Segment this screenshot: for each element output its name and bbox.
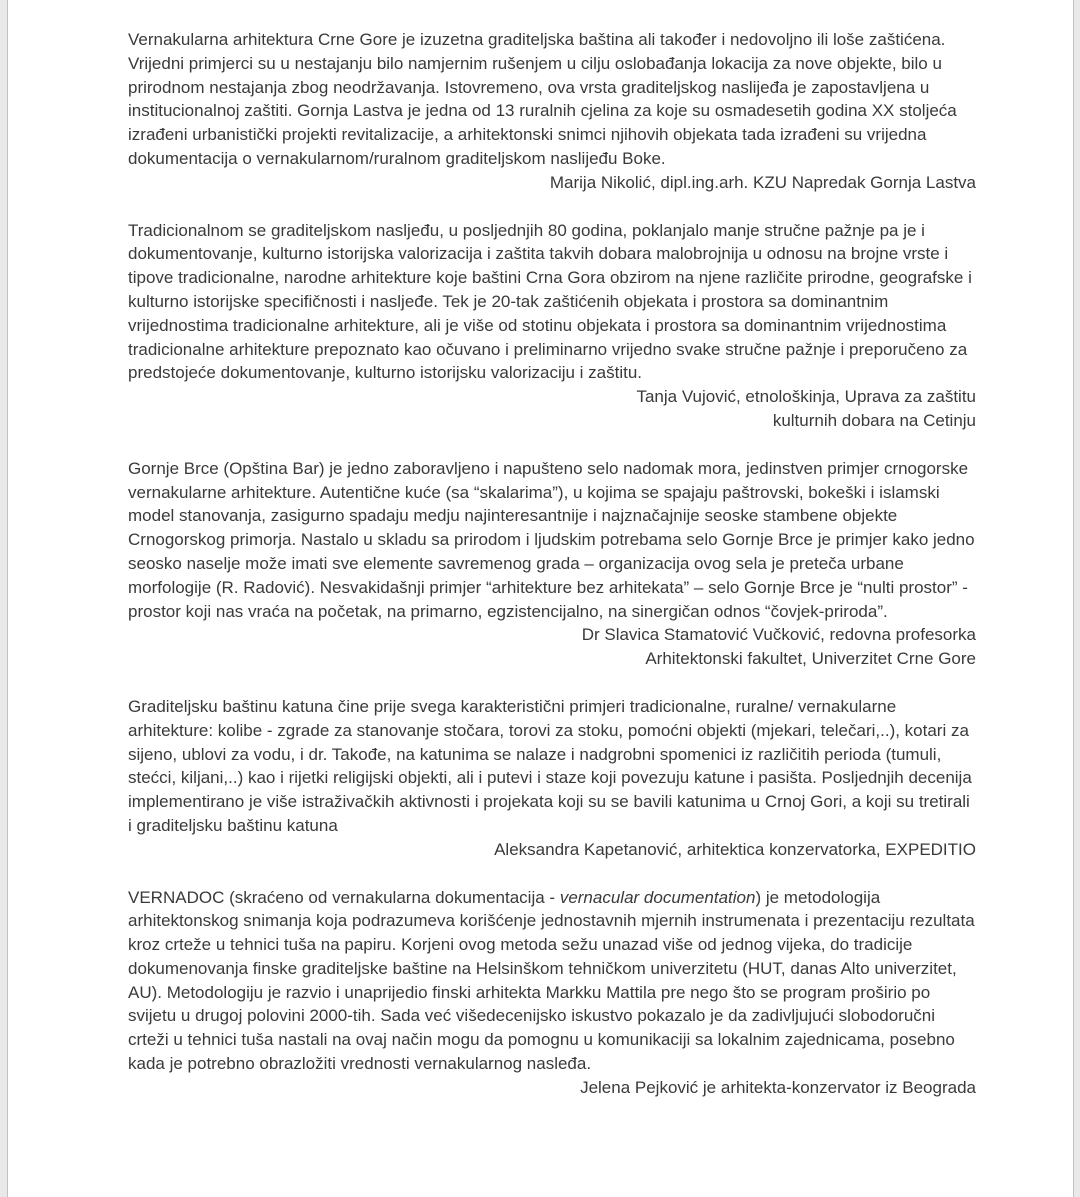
attribution-line: Aleksandra Kapetanović, arhitektica konzervatorka, EXPEDITIO — [494, 839, 976, 859]
paragraph: Gornje Brce (Opština Bar) je jedno zaboravljeno i napušteno selo nadomak mora, jedinstven primjer crnogorske vernakularne arhitekture. Autentične kuće (sa “skalarima”), u kojima se spajaju paštrovski, bokeški i islamski model stanovanja, zasigurno spadaju medju najinteresantnije i najznačajnije seoske stambene objekte Crnogorskog primorja. Nastalo u skladu sa prirodom i ljudskim potrebama selo Gornje Brce je primjer kako jedno seosko naselje može imati sve elemente savremenog grada – organizacija ovog sela je preteča urbane morfologije (R. Radović). Nesvakidašnji primjer “arhitekture bez arhitekata” – selo Gornje Brce je “nulti prostor” - prostor koji nas vraća na početak, na primarno, egzistencijalno, na sinergičan odnos “čovjek-priroda”. — [128, 458, 975, 621]
paragraph: Vernakularna arhitektura Crne Gore je izuzetna graditeljska baština ali također i nedovoljno ili loše zaštićena. Vrijedni primjerci su u nestajanju bilo namjernim rušenjem u cilju oslobađanja lokacija za nove objekte, bilo u prirodnom nestajanja zbog neodržavanja. Istovremeno, ova vrsta graditeljskog naslijeđa je zapostavljena u institucionalnoj zaštiti. Gornja Lastva je jedna od 13 ruralnih cjelina za koje su osmadesetih godina XX stoljeća izrađeni urbanistički projekti revitalizacije, a arhitektonski snimci njihovih objekata tada izrađeni su vrijedna dokumentacija o vernakularnom/ruralnom graditeljskom naslijeđu Boke. — [128, 30, 957, 168]
paragraph-text: ) je metodologija arhitektonskog snimanja koja podrazumeva korišćenje jednostavnih mjernih instrumenata i prezentaciju rezultata kroz crteže u tehnici tuša na papiru. Korjeni ovog metoda sežu unazad više od jednog vijeka, do tradicije dokumenovanja finske graditeljske baštine na Helsinškom tehničkom univerzitetu (HUT, danas Alto univerzitet, AU). Metodologiju je razvio i unaprijedio finski arhitekta Markku Mattila pre nego što se program proširio po svijetu u drugoj polovini 2000-tih. Sada već višedecenijsko iskustvo pokazalo je da zadivljujući slobodoručni crteži u tehnici tuša nastali na ovaj način mogu da pomognu u komunikaciji sa lokalnim zajednicama, posebno kada je potrebno obrazložiti vrednosti vernakularnog nasleđa. — [128, 887, 975, 1074]
attribution-line: Jelena Pejković je arhitekta-konzervator iz Beograda — [580, 1077, 976, 1097]
quote-block-1 — [128, 28, 976, 195]
attribution-line: Arhitektonski fakultet, Univerzitet Crne Gore — [645, 649, 976, 669]
paragraph: Tradicionalnom se graditeljskom nasljeđu, u posljednjih 80 godina, poklanjalo manje stručne pažnje pa je i dokumentovanje, kulturno istorijska valorizacija i zaštita takvih dobara malobrojnija u odnosu na brojne vrste i tipove tradicionalne, narodne arhitekture koje baštini Crna Gora obzirom na njene različite prirodne, geografske i kulturno istorijske specifičnosti i nasljeđe. Tek je 20-tak zaštićenih objekata i prostora sa dominantnim vrijednostima tradicionalne arhitekture, ali je više od stotinu objekata i prostora sa dominantnim vrijednostima tradicionalne arhitekture prepoznato kao očuvano i preliminarno vrijedno svake stručne pažnje i preporučeno za predstojeće dokumentovanje, kulturno istorijsku valorizaciju i zaštitu. — [128, 220, 972, 383]
paragraph: Graditeljsku baštinu katuna čine prije svega karakteristični primjeri tradicionalne, ruralne/ vernakularne arhitekture: kolibe - zgrade za stanovanje stočara, torovi za stoku, pomoćni objekti (mjekari, telečari,..), kotari za sijeno, ublovi za vodu, i dr. Takođe, na katunima se nalaze i nadgrobni spomenici iz različitih perioda (tumuli, stećci, kiljani,..) kao i rijetki religijski objekti, ali i putevi i staze koji povezuju katune i pasišta. Posljednjih decenija implementirano je više istraživačkih aktivnosti i projekata koji su se bavili katunima u Crnoj Gori, a koji su tretirali i graditeljsku baštinu katuna — [128, 696, 972, 835]
attribution-line: Marija Nikolić, dipl.ing.arh. KZU Napredak Gornja Lastva — [549, 172, 976, 192]
paragraph — [128, 886, 976, 1076]
quote-block-2 — [128, 219, 976, 433]
viewer-left-margin — [0, 0, 8, 1197]
quote-block-5 — [128, 886, 976, 1100]
viewer-right-margin — [1073, 0, 1080, 1197]
attribution-line: kulturnih dobara na Cetinju — [772, 410, 976, 430]
paragraph-italic-text: vernacular documentation — [559, 887, 756, 907]
attribution-line: Tanja Vujović, etnološkinja, Uprava za zaštitu — [636, 387, 976, 407]
attribution-line: Dr Slavica Stamatović Vučković, redovna profesorka — [581, 625, 976, 645]
paragraph-text: VERNADOC (skraćeno od vernakularna dokumentacija - — [128, 887, 560, 907]
quote-block-4 — [128, 695, 976, 862]
quote-block-3 — [128, 457, 976, 671]
document-page — [8, 0, 1073, 1197]
